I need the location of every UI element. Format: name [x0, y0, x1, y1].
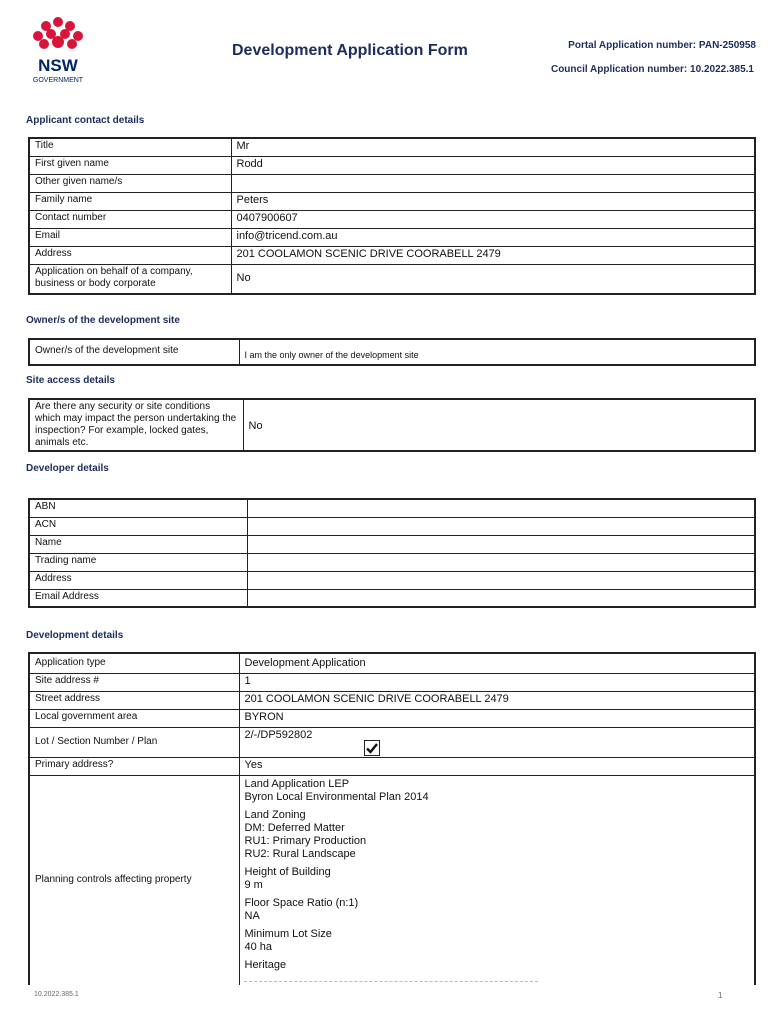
label-contact-number: Contact number: [29, 210, 231, 228]
label-street-address: Street address: [29, 691, 239, 709]
site-access-heading: Site access details: [26, 375, 115, 386]
label-email: Email: [29, 228, 231, 246]
footer-reference: 10.2022.385.1: [34, 991, 79, 998]
page-number: 1: [718, 991, 723, 1000]
value-lga: BYRON: [239, 709, 755, 727]
council-application-number: Council Application number: 10.2022.385.1: [550, 64, 754, 75]
value-trading-name: [247, 553, 755, 571]
developer-table: [28, 498, 756, 608]
value-on-behalf: No: [231, 264, 755, 294]
owners-label: Owner/s of the development site: [29, 339, 239, 365]
page-cut-line: [244, 981, 538, 982]
label-acn: ACN: [29, 517, 247, 535]
label-lot: Lot / Section Number / Plan: [29, 727, 239, 757]
owners-table: [28, 338, 756, 366]
label-other-names: Other given name/s: [29, 174, 231, 192]
lep-title: Land Application LEP: [244, 777, 350, 790]
primary-address-checkbox[interactable]: [364, 740, 380, 756]
label-address: Address: [29, 246, 231, 264]
value-first-name: Rodd: [231, 156, 755, 174]
height-value: 9 m: [244, 878, 263, 891]
height-title: Height of Building: [244, 865, 331, 878]
value-primary-address: Yes: [239, 757, 755, 775]
label-application-type: Application type: [29, 653, 239, 673]
value-lot: 2/-/DP592802: [239, 727, 755, 757]
label-abn: ABN: [29, 499, 247, 517]
value-address: 201 COOLAMON SCENIC DRIVE COORABELL 2479: [231, 246, 755, 264]
value-title: Mr: [231, 138, 755, 156]
label-family-name: Family name: [29, 192, 231, 210]
site-access-value: No: [243, 399, 755, 451]
owners-value: I am the only owner of the development site: [239, 339, 755, 365]
logo-text: NSW: [38, 56, 78, 75]
zoning-1: DM: Deferred Matter: [244, 821, 345, 834]
developer-heading: Developer details: [26, 463, 109, 474]
value-dev-email: [247, 589, 755, 607]
lot-size-title: Minimum Lot Size: [244, 927, 332, 940]
logo-subtext: GOVERNMENT: [32, 77, 84, 84]
development-table: [28, 652, 756, 985]
site-access-label: Are there any security or site conditions which may impact the person undertaking the inspection? For example, locked gates, animals etc.: [29, 399, 243, 451]
zoning-3: RU2: Rural Landscape: [244, 847, 356, 860]
applicant-heading: Applicant contact details: [26, 115, 145, 126]
label-dev-email: Email Address: [29, 589, 247, 607]
value-name: [247, 535, 755, 553]
label-trading-name: Trading name: [29, 553, 247, 571]
value-street-address: 201 COOLAMON SCENIC DRIVE COORABELL 2479: [239, 691, 755, 709]
applicant-table: [28, 137, 756, 295]
value-acn: [247, 517, 755, 535]
label-title: Title: [29, 138, 231, 156]
checkmark-icon: [365, 741, 379, 755]
zoning-2: RU1: Primary Production: [244, 834, 367, 847]
label-first-name: First given name: [29, 156, 231, 174]
label-planning-controls: Planning controls affecting property: [29, 775, 239, 985]
value-dev-address: [247, 571, 755, 589]
heritage-title: Heritage: [244, 958, 287, 971]
value-abn: [247, 499, 755, 517]
site-access-table: [28, 398, 756, 452]
zoning-title: Land Zoning: [244, 808, 306, 821]
label-dev-address: Address: [29, 571, 247, 589]
value-email: info@tricend.com.au: [231, 228, 755, 246]
fsr-value: NA: [244, 909, 260, 922]
label-lga: Local government area: [29, 709, 239, 727]
lep-value: Byron Local Environmental Plan 2014: [244, 790, 429, 803]
portal-application-number: Portal Application number: PAN-250958: [568, 40, 756, 51]
value-site-address-no: 1: [239, 673, 755, 691]
label-name: Name: [29, 535, 247, 553]
value-application-type: Development Application: [239, 653, 755, 673]
label-site-address-no: Site address #: [29, 673, 239, 691]
owners-heading: Owner/s of the development site: [26, 315, 180, 326]
label-primary-address: Primary address?: [29, 757, 239, 775]
development-heading: Development details: [26, 630, 124, 641]
fsr-title: Floor Space Ratio (n:1): [244, 896, 359, 909]
label-on-behalf: Application on behalf of a company, business or body corporate: [29, 264, 231, 294]
value-other-names: [231, 174, 755, 192]
form-title: Development Application Form: [232, 42, 468, 59]
planning-controls-cell: [239, 775, 755, 985]
lot-size-value: 40 ha: [244, 940, 273, 953]
nsw-government-logo: [26, 14, 90, 86]
value-contact-number: 0407900607: [231, 210, 755, 228]
value-family-name: Peters: [231, 192, 755, 210]
